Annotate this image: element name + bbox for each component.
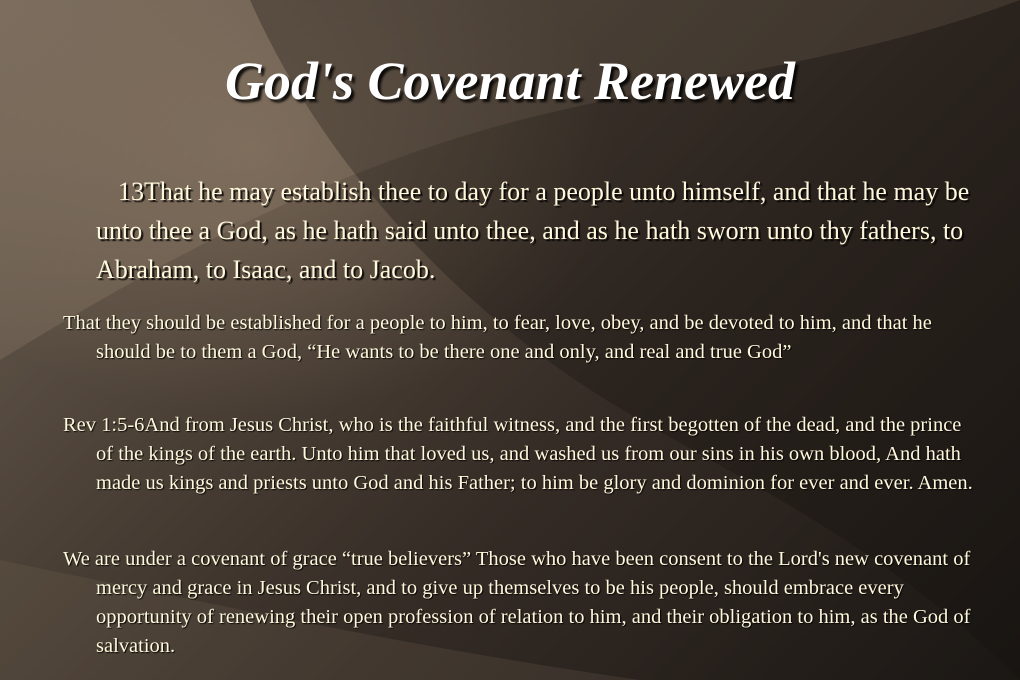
paragraph-devotion: That they should be established for a people to him, to fear, love, obey, and be devoted to him, and that he should be to them a God, “He wants to be there one and only, and real and true God” [63,312,932,363]
paragraph-revelation: Rev 1:5-6And from Jesus Christ, who is the faithful witness, and the first begotten of the dead, and the prince of the kings of the earth. Unto him that loved us, and washed us from our sins in his own blood, And hath made us kings and priests unto God and his Father; to him be glory and dominion for ever and ever. Amen. [63,414,973,494]
paragraph-covenant-of-grace: We are under a covenant of grace “true believers” Those who have been consent to the Lord's new covenant of mercy and grace in Jesus Christ, and to give up themselves to be his people, should embrace every opportunity of renewing their open profession of relation to him, and their obligation to him, as the God of salvation. [63,548,971,657]
slide-title: God's Covenant Renewed [224,51,795,111]
scripture-verse: 13That he may establish thee to day for a people unto himself, and that he may be unto thee a God, as he hath said unto thee, and as he hath sworn unto thy fathers, to Abraham, to Isaac, and to Jacob. [96,177,970,284]
